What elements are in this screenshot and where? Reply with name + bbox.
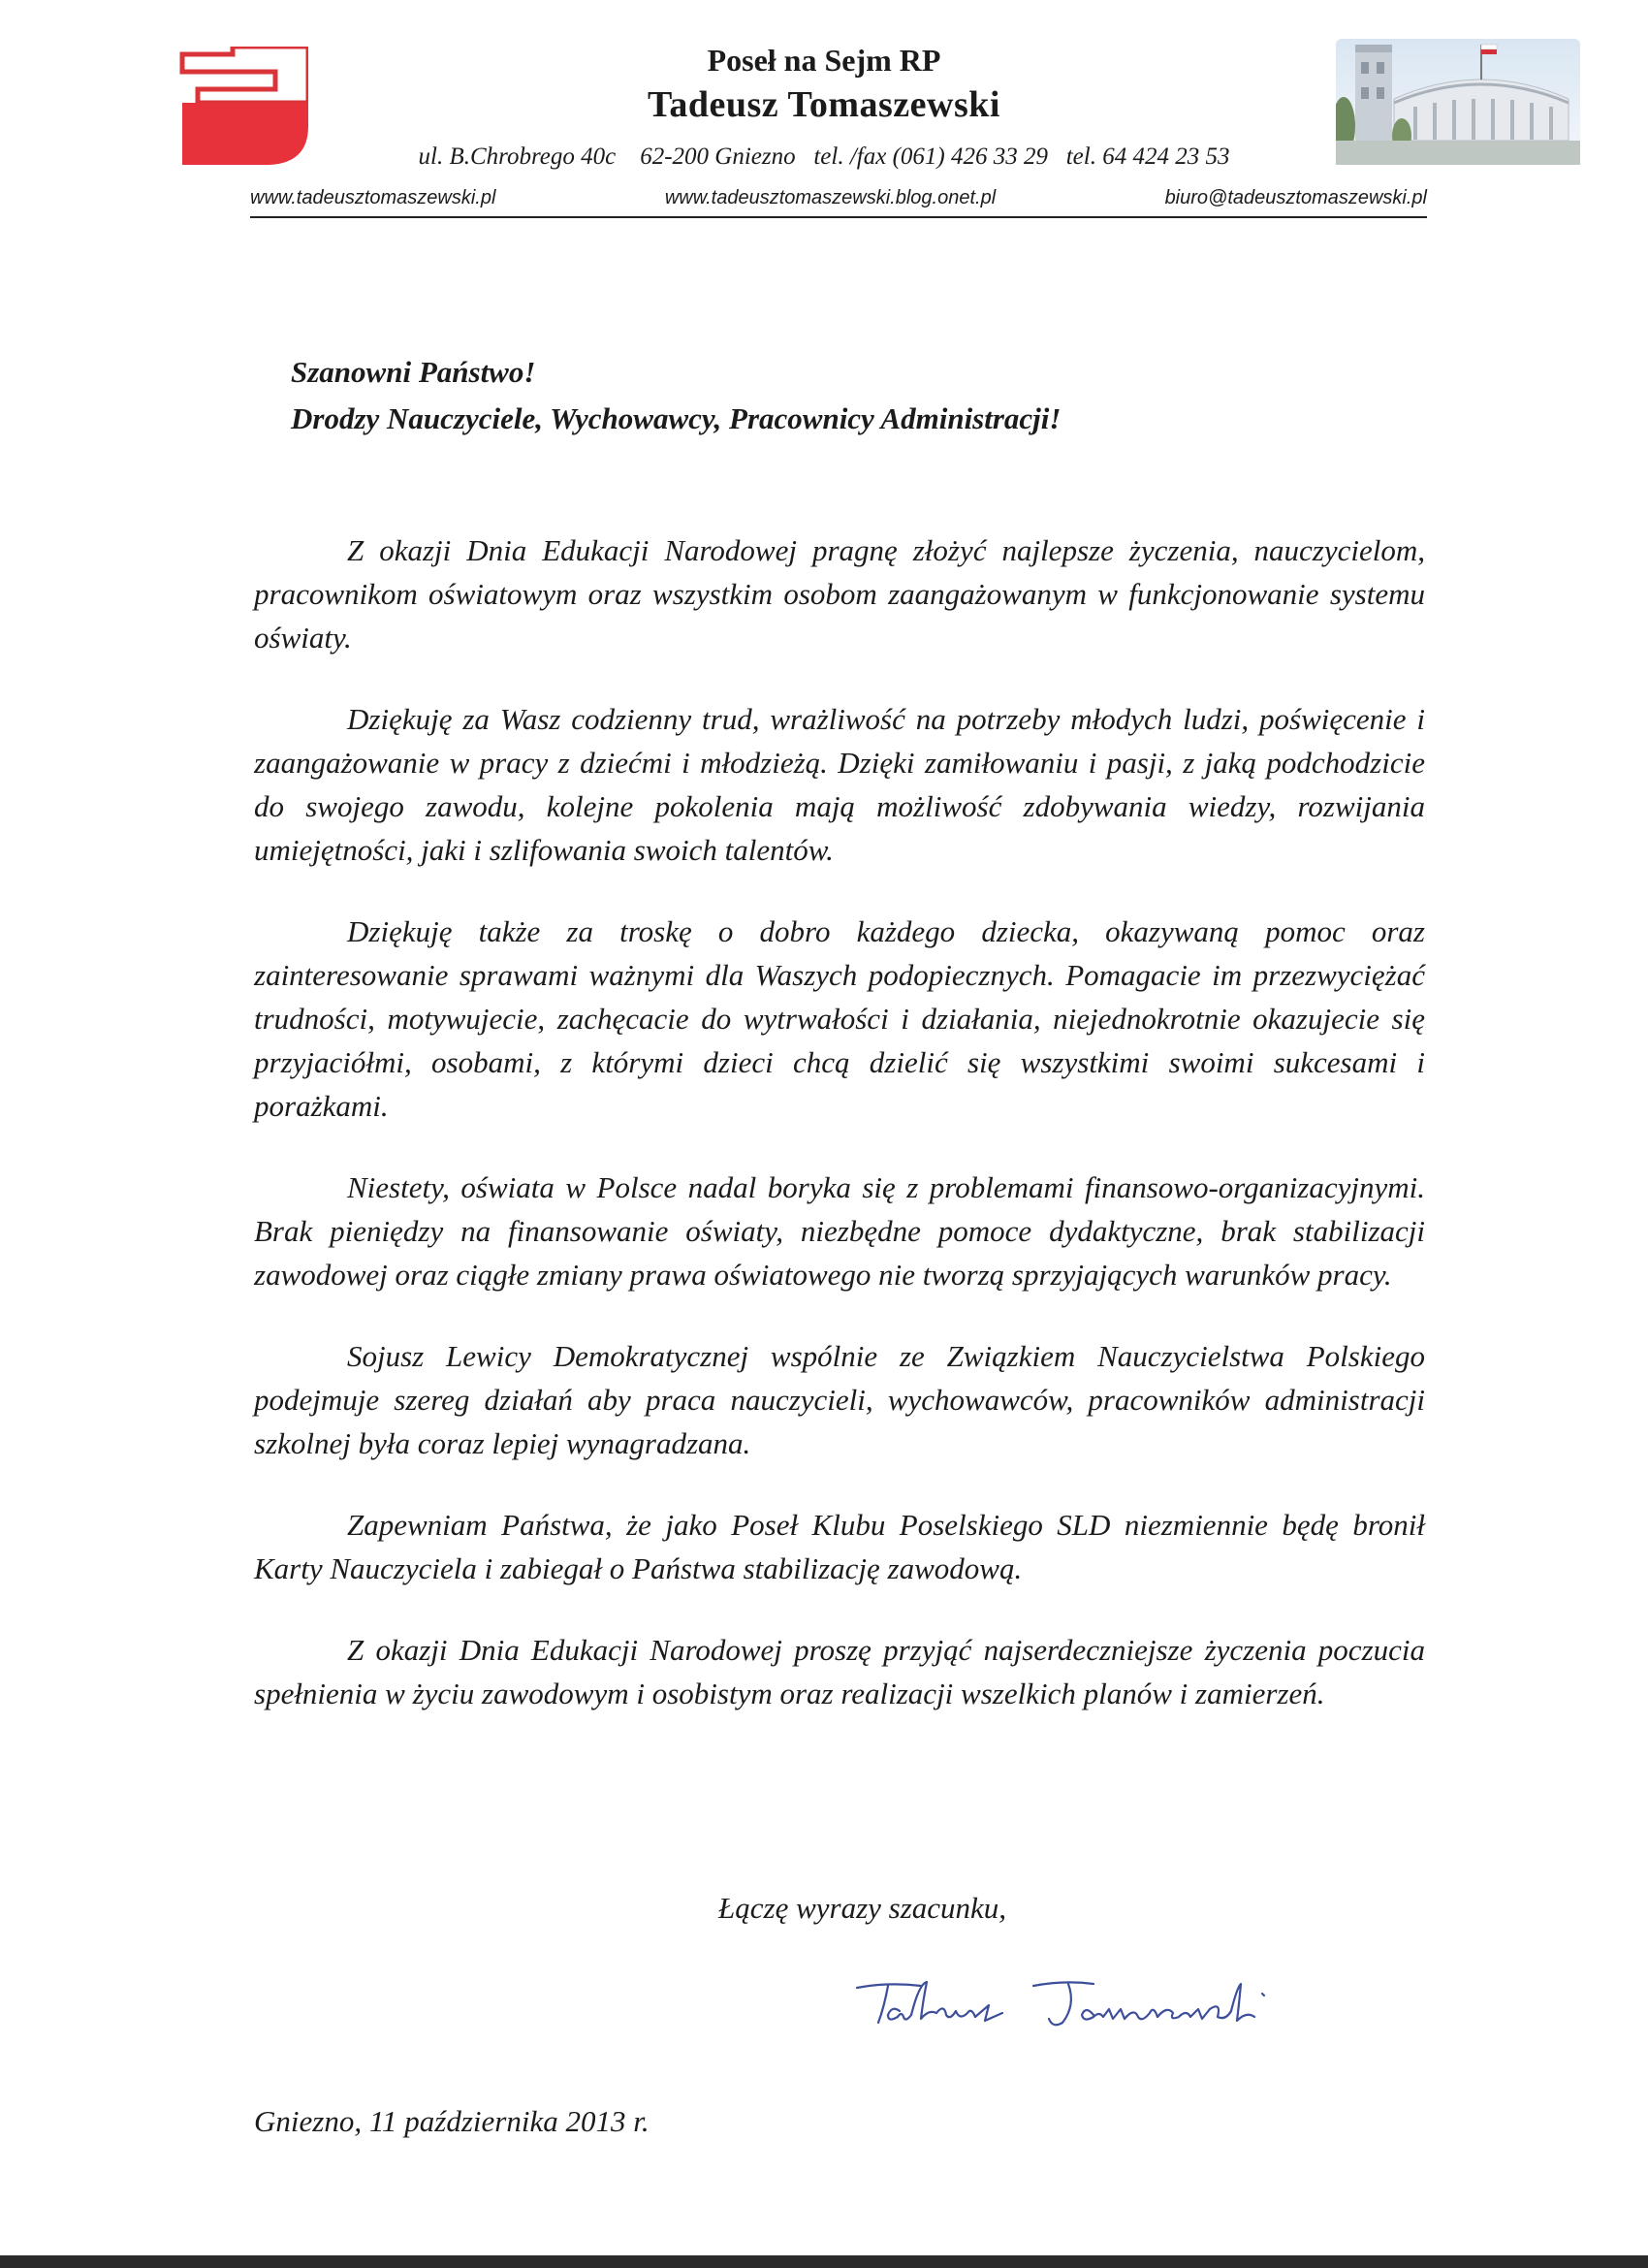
letter-body (254, 528, 1425, 1753)
paragraph: Z okazji Dnia Edukacji Narodowej proszę przyjąć najserdeczniejsze życzenia poczucia spełnienia w życiu zawodowym i osobistym oraz realizacji wszelkich planów i zamierzeń. (254, 1633, 1425, 1710)
date-line: Gniezno, 11 października 2013 r. (254, 2104, 650, 2138)
paragraph: Zapewniam Państwa, że jako Poseł Klubu Poselskiego SLD niezmiennie będę bronił Karty Nauczyciela i zabiegał o Państwa stabilizację zawodową. (254, 1508, 1425, 1585)
paragraph: Sojusz Lewicy Demokratycznej wspólnie ze Związkiem Nauczycielstwa Polskiego podejmuje szereg działań aby praca nauczycieli, wychowawców, pracowników administracji szkolnej była coraz lepiej wynagradzana. (254, 1339, 1425, 1460)
website-link[interactable]: www.tadeusztomaszewski.pl (250, 187, 496, 208)
header-title-line1: Poseł na Sejm RP (707, 43, 941, 78)
blog-link[interactable]: www.tadeusztomaszewski.blog.onet.pl (664, 187, 997, 208)
closing-line: Łączę wyrazy szacunku, (718, 1891, 1007, 1925)
paragraph: Z okazji Dnia Edukacji Narodowej pragnę złożyć najlepsze życzenia, nauczycielom, pracownikom oświatowym oraz wszystkim osobom zaangażowanym w funkcjonowanie systemu oświaty. (254, 533, 1425, 655)
header-links (250, 187, 1427, 209)
header-title-line2: Tadeusz Tomaszewski (648, 84, 1000, 125)
handwritten-signature (849, 1972, 1315, 2040)
contact-line: ul. B.Chrobrego 40c 62-200 Gniezno tel. /fax (061) 426 33 29 tel. 64 424 23 53 (418, 144, 1230, 170)
email-link[interactable]: biuro@tadeusztomaszewski.pl (1164, 187, 1427, 208)
scan-bottom-edge (0, 2255, 1648, 2268)
salutation-line2: Drodzy Nauczyciele, Wychowawcy, Pracownicy Administracji! (291, 401, 1062, 435)
paragraph: Dziękuję za Wasz codzienny trud, wrażliwość na potrzeby młodych ludzi, poświęcenie i zaangażowanie w pracy z dziećmi i młodzieżą. Dzięki zamiłowaniu i pasji, z jaką podchodzicie do swojego zawodu, kolejne pokolenia mają możliwość zdobywania wiedzy, rozwijania umiejętności, jaki i szlifowania swoich talentów. (254, 702, 1425, 867)
header-divider (250, 216, 1427, 218)
paragraph: Niestety, oświata w Polsce nadal boryka się z problemami finansowo-organizacyjnymi. Brak pieniędzy na finansowanie oświaty, niezbędne pomoce dydaktyczne, brak stabilizacji zawodowej oraz ciągłe zmiany prawa oświatowego nie tworzą sprzyjających warunków pracy. (254, 1170, 1425, 1292)
paragraph: Dziękuję także za troskę o dobro każdego dziecka, okazywaną pomoc oraz zainteresowanie sprawami ważnymi dla Waszych podopiecznych. Pomagacie im przezwyciężać trudności, motywujecie, zachęcacie do wytrwałości i działania, niejednokrotnie okazujecie się przyjaciółmi, osobami, z którymi dzieci chcą dzielić się wszystkimi swoimi sukcesami i porażkami. (254, 914, 1425, 1123)
salutation-line1: Szanowni Państwo! (291, 355, 536, 389)
